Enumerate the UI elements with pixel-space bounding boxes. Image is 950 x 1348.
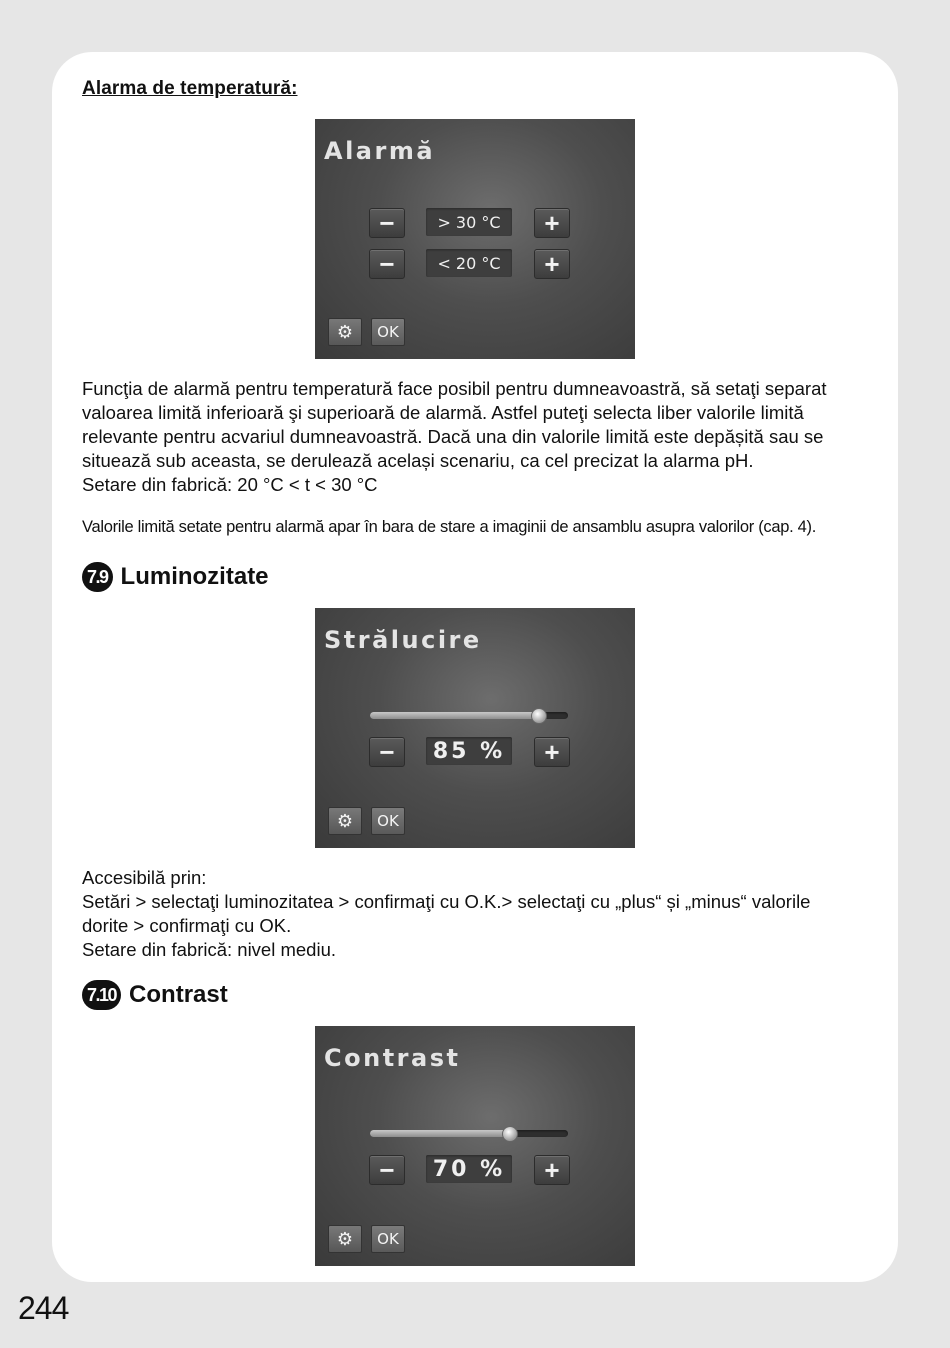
contrast-minus-button[interactable]: − [369, 1155, 405, 1185]
contrast-screen [315, 1026, 635, 1266]
alarm-screen-title: Alarmă [324, 137, 436, 165]
brightness-paragraph [82, 866, 872, 962]
lower-plus-button[interactable]: + [534, 249, 570, 279]
brightness-screen [315, 608, 635, 848]
contrast-plus-button[interactable]: + [534, 1155, 570, 1185]
ok-button[interactable]: OK [371, 318, 405, 346]
upper-plus-button[interactable]: + [534, 208, 570, 238]
settings-gear-button[interactable] [328, 318, 362, 346]
contrast-slider-knob[interactable] [502, 1126, 518, 1142]
alarm-note: Valorile limită setate pentru alarmă apar în bara de stare a imaginii de ansamblu asupra valorilor (cap. 4). [82, 518, 817, 536]
contrast-slider[interactable] [370, 1130, 568, 1137]
brightness-value: 85 % [426, 737, 512, 765]
settings-gear-button[interactable] [328, 807, 362, 835]
section-title-text: Contrast [129, 981, 228, 1008]
alarm-paragraph-line: relevante pentru acvariul dumneavoastră. Dacă una din valorile limită este depășită sau se [82, 426, 824, 447]
brightness-factory-setting: Setare din fabrică: nivel mediu. [82, 939, 336, 960]
ok-button[interactable]: OK [371, 807, 405, 835]
upper-minus-button[interactable]: − [369, 208, 405, 238]
ok-button[interactable]: OK [371, 1225, 405, 1253]
gear-icon: ⚙ [336, 1228, 354, 1249]
settings-gear-button[interactable] [328, 1225, 362, 1253]
upper-limit-value: > 30 °C [426, 208, 512, 236]
contrast-value: 70 % [426, 1155, 512, 1183]
brightness-paragraph-line: Setări > selectaţi luminozitatea > confirmaţi cu O.K.> selectaţi cu „plus“ și „minus“ valorile [82, 891, 811, 912]
section-title-text: Luminozitate [120, 563, 269, 590]
gear-icon: ⚙ [336, 321, 354, 342]
brightness-section-title [82, 562, 269, 592]
brightness-plus-button[interactable]: + [534, 737, 570, 767]
alarm-factory-setting: Setare din fabrică: 20 °C < t < 30 °C [82, 474, 378, 495]
alarm-heading: Alarma de temperatură: [82, 78, 298, 99]
alarm-paragraph-line: Funcţia de alarmă pentru temperatură face posibil pentru dumneavoastră, să setaţi separat [82, 378, 827, 399]
brightness-slider-fill [370, 712, 538, 719]
brightness-slider[interactable] [370, 712, 568, 719]
alarm-paragraph [82, 377, 872, 497]
alarm-paragraph-line: situează sub aceasta, se derulează același scenariu, ca cel precizat la alarma pH. [82, 450, 754, 471]
contrast-slider-fill [370, 1130, 509, 1137]
brightness-slider-knob[interactable] [531, 708, 547, 724]
brightness-paragraph-line: Accesibilă prin: [82, 867, 207, 888]
page-number: 244 [18, 1290, 69, 1326]
lower-minus-button[interactable]: − [369, 249, 405, 279]
brightness-minus-button[interactable]: − [369, 737, 405, 767]
gear-icon: ⚙ [336, 810, 354, 831]
section-number-badge: 7.9 [82, 562, 113, 592]
alarm-paragraph-line: valoarea limită inferioară şi superioară de alarmă. Astfel puteţi selecta liber valorile limită [82, 402, 804, 423]
contrast-section-title [82, 980, 228, 1010]
contrast-screen-title: Contrast [324, 1044, 461, 1072]
brightness-screen-title: Strălucire [324, 626, 482, 654]
alarm-screen [315, 119, 635, 359]
brightness-paragraph-line: dorite > confirmaţi cu OK. [82, 915, 292, 936]
section-number-badge: 7.10 [82, 980, 121, 1010]
lower-limit-value: < 20 °C [426, 249, 512, 277]
